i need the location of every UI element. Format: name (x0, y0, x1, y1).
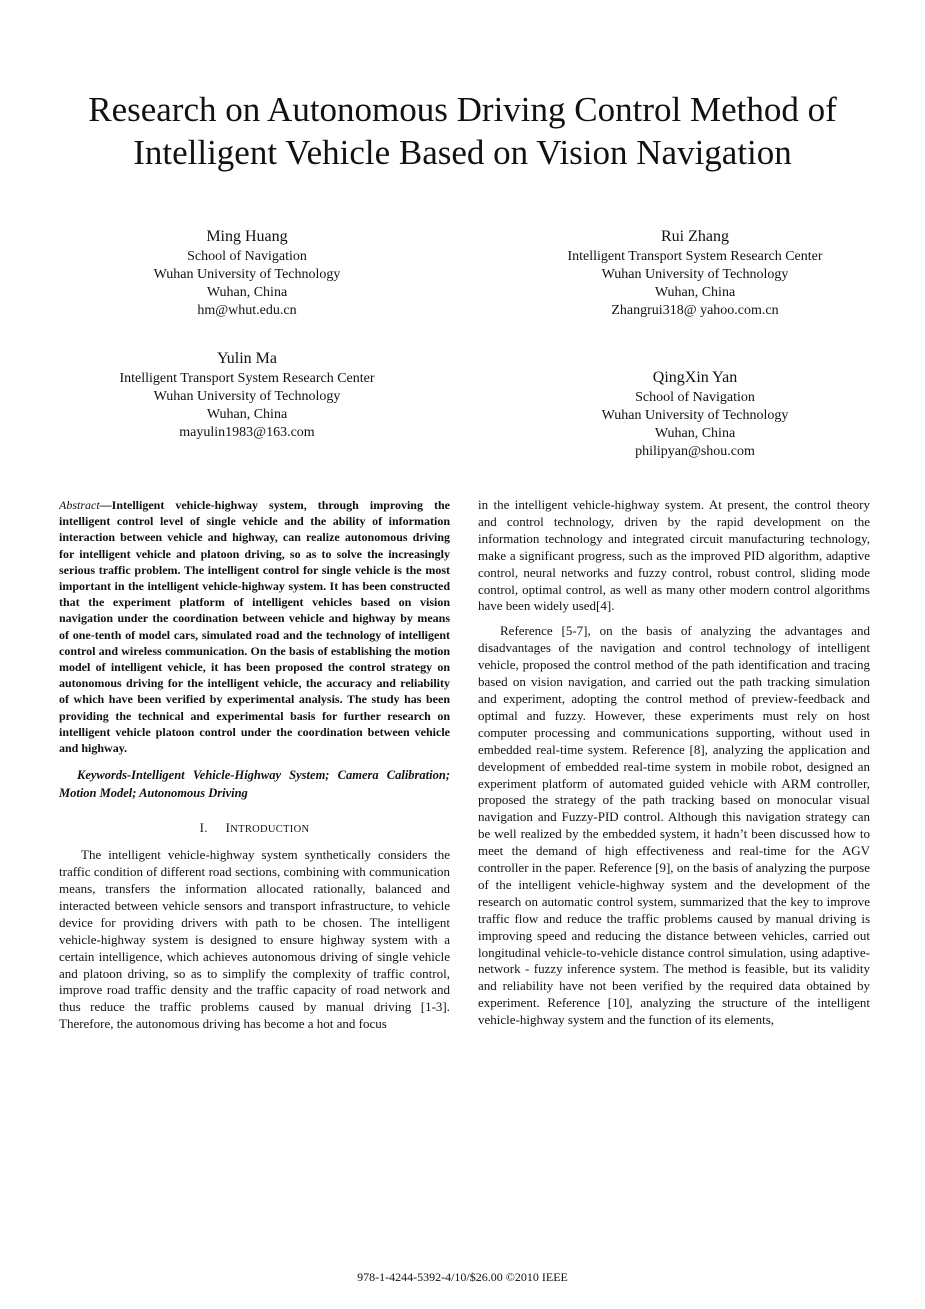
author-email: Zhangrui318@ yahoo.com.cn (611, 303, 779, 318)
author-university: Wuhan University of Technology (601, 267, 789, 282)
abstract (59, 497, 450, 756)
author-block-1 (97, 226, 397, 320)
author-block-4 (520, 367, 870, 461)
author-affiliation: School of Navigation (635, 390, 755, 405)
paper-title (0, 88, 925, 174)
keywords: Keywords-Intelligent Vehicle-Highway System; Camera Calibration; Motion Model; Autonomous Driving (59, 768, 450, 801)
title-line-2: Intelligent Vehicle Based on Vision Navigation (133, 133, 792, 172)
author-email: hm@whut.edu.cn (197, 303, 297, 318)
author-city: Wuhan, China (206, 285, 288, 300)
section-heading-introduction (59, 820, 450, 839)
author-name: Ming Huang (206, 228, 288, 245)
author-city: Wuhan, China (206, 407, 288, 422)
left-column (59, 497, 450, 1033)
right-paragraph-2: Reference [5-7], on the basis of analyzing the advantages and disadvantages of the navigation and control technology of intelligent vehicle, proposed the control method of the path identification and tracing based on vision navigation, and carried out the path tracking simulation and experiment, adopting the control method of preview-feedback and optimal and fuzzy. However, these experiments must rely on host computer processing and communications supporting, without used in embedded real-time system. Reference [8], analyzing the application and development of embedded real-time system in mobile robot, designed an experiment platform of automated guided vehicle with ARM controller, proposed the strategy of the path tracking based on monocular visual navigation and Fuzzy-PID control. Although this navigation strategy can be well realized by the embedded system, it hadn’t been discussed how to meet the demand of high effectiveness and real-time for the AGV controller in the paper. Reference [9], on the basis of analyzing the purpose of the intelligent vehicle-highway system and the development of the research on automatic control system, summarized that the key to improve traffic flow and reduce the traffic problems caused by manual driving is improving speed and reducing the distance between vehicles, carried out longitudinal vehicle-to-vehicle distance control simulation, using adaptive-network - fuzzy inference system. The method is feasible, but its validity and reliability have not been verified by the required data obtained by experiment. Reference [10], analyzing the structure of the intelligent vehicle-highway system and the function of its elements, (478, 623, 870, 1028)
section-cap: I (225, 820, 231, 836)
abstract-text: —Intelligent vehicle-highway system, through improving the intelligent control level of single vehicle and the ability of information interaction between vehicle and highway, can realize autonomous driving for intelligent vehicle and platoon driving, so as to solve the increasingly serious traffic problem. The intelligent control for single vehicle is the most important in the intelligent vehicle-highway system. It has been constructed that the experiment platform of intelligent vehicles based on vision navigation under the coordination between vehicle and highway by means of one-tenth of model cars, simulated road and the technology of intelligent control and wireless communication. On the basis of establishing the motion model of intelligent vehicle, it has been proposed the control strategy on autonomous driving for the intelligent vehicle, the accuracy and reliability of which have been verified by experimental analysis. The study has been providing the technical and experimental basis for further research on intelligent vehicle platoon control under the coordination between vehicle and highway. (59, 498, 450, 756)
author-university: Wuhan University of Technology (601, 408, 789, 423)
right-column (478, 497, 870, 1029)
right-paragraph-1: in the intelligent vehicle-highway system. At present, the control theory and control technology, driven by the rapid development on the information technology and integrated circuit manufacturing technology, make a significant progress, such as the improved PID algorithm, adaptive control, neural networks and fuzzy control, robust control, sliding mode control, optimal control, as well as many other modern control algorithms have been widely used[4]. (478, 497, 870, 614)
abstract-label: Abstract (59, 498, 100, 512)
section-number: I. (199, 820, 208, 836)
author-affiliation: Intelligent Transport System Research Center (567, 249, 823, 264)
author-name: QingXin Yan (652, 369, 738, 386)
author-affiliation: School of Navigation (187, 249, 307, 264)
author-university: Wuhan University of Technology (153, 267, 341, 282)
author-block-3 (72, 348, 422, 442)
author-name: Yulin Ma (217, 350, 277, 367)
author-block-2 (520, 226, 870, 320)
author-email: philipyan@shou.com (635, 444, 755, 459)
author-city: Wuhan, China (654, 426, 736, 441)
author-city: Wuhan, China (654, 285, 736, 300)
author-email: mayulin1983@163.com (179, 425, 315, 440)
copyright-footer: 978-1-4244-5392-4/10/$26.00 ©2010 IEEE (357, 1270, 568, 1284)
section-title-rest: NTRODUCTION (230, 824, 310, 836)
title-line-1: Research on Autonomous Driving Control Method of (88, 90, 837, 129)
intro-paragraph-1: The intelligent vehicle-highway system synthetically considers the traffic condition of different road sections, combining with communication means, transfers the information allocated rationally, balanced and interacted between vehicle sensors and transport infrastructure, to vehicle device for providing drivers with path to be chosen. The intelligent vehicle-highway system is designed to ensure highway system with a certain intelligence, which achieves autonomous driving of single vehicle and platoon driving, so as to simplify the complexity of traffic control, improve road traffic density and the traffic capacity of road network and thus reduce the traffic problems caused by manual driving [1-3]. Therefore, the autonomous driving has become a hot and focus (59, 847, 450, 1032)
author-name: Rui Zhang (661, 228, 729, 245)
author-university: Wuhan University of Technology (153, 389, 341, 404)
author-affiliation: Intelligent Transport System Research Center (119, 371, 375, 386)
